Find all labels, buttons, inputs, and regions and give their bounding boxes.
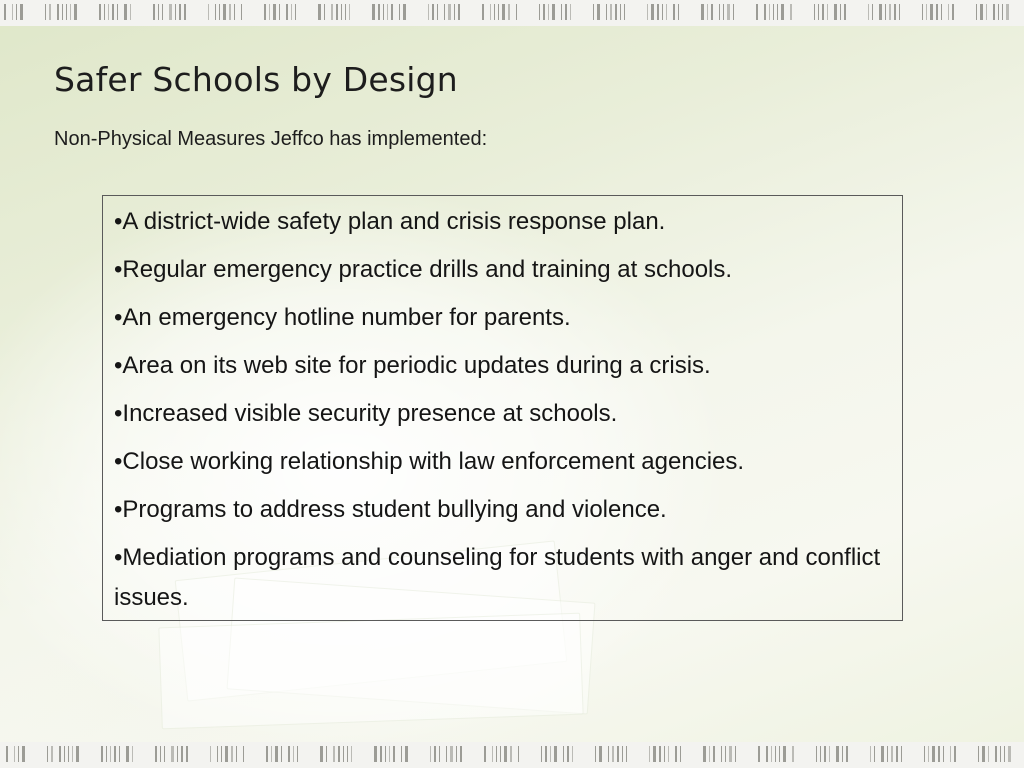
barcode-bar: [68, 746, 69, 762]
barcode-bar: [295, 4, 296, 20]
barcode-bar: [391, 4, 393, 20]
barcode-bar: [403, 4, 406, 20]
barcode-bar: [1008, 746, 1011, 762]
barcode-bar: [171, 746, 174, 762]
barcode-bar: [980, 4, 983, 20]
barcode-bar: [593, 4, 594, 20]
barcode-bar: [930, 4, 933, 20]
barcode-bar: [458, 4, 460, 20]
barcode-bar: [924, 746, 925, 762]
barcode-bar: [758, 746, 760, 762]
barcode-bar: [713, 746, 715, 762]
barcode-bar: [790, 4, 792, 20]
barcode-bar: [500, 746, 501, 762]
barcode-bar: [160, 746, 161, 762]
barcode-bar: [349, 4, 350, 20]
barcode-bar: [279, 4, 280, 20]
bullet-item: •Close working relationship with law enforcement agencies.: [114, 448, 745, 475]
barcode-bar: [764, 4, 766, 20]
barcode-bar: [709, 746, 710, 762]
bullet-item: •Increased visible security presence at schools.: [114, 400, 618, 427]
barcode-bar: [47, 746, 48, 762]
barcode-bar: [18, 746, 19, 762]
barcode-bar: [64, 746, 65, 762]
barcode-bar: [563, 746, 564, 762]
barcode-bar: [954, 746, 956, 762]
barcode-bar: [70, 4, 71, 20]
barcode-bar: [76, 746, 79, 762]
bullet-item: •Programs to address student bullying and violence.: [114, 496, 667, 523]
barcode-bar: [264, 4, 266, 20]
barcode-bar: [721, 746, 722, 762]
barcode-bar: [612, 746, 614, 762]
barcode-bar: [792, 746, 794, 762]
barcode-bar: [112, 4, 114, 20]
bullet-list: [114, 202, 892, 618]
barcode-bar: [374, 746, 377, 762]
barcode-bar: [401, 746, 402, 762]
barcode-bar: [932, 746, 935, 762]
barcode-bar: [781, 4, 784, 20]
barcode-bar: [117, 4, 118, 20]
barcode-bar: [271, 746, 272, 762]
barcode-bar: [950, 746, 951, 762]
barcode-bar: [1004, 746, 1005, 762]
barcode-bar: [516, 4, 517, 20]
barcode-bar: [657, 4, 659, 20]
barcode-bar: [101, 746, 103, 762]
barcode-bar: [126, 746, 129, 762]
barcode-bar: [1000, 746, 1001, 762]
bullet-item: •Mediation programs and counseling for students with anger and conflict issues.: [114, 544, 881, 611]
barcode-bar: [1002, 4, 1003, 20]
barcode-bar: [879, 4, 882, 20]
barcode-bar: [1006, 4, 1009, 20]
barcode-bar: [707, 4, 708, 20]
barcode-bar: [703, 746, 706, 762]
barcode-bar: [389, 746, 390, 762]
barcode-bar: [14, 746, 15, 762]
barcode-bar: [341, 4, 342, 20]
barcode-bar: [336, 4, 338, 20]
barcode-bar: [926, 4, 927, 20]
barcode-bar: [986, 4, 987, 20]
barcode-bar: [938, 746, 940, 762]
barcode-bar: [567, 746, 569, 762]
barcode-pattern-bottom: [0, 742, 1024, 768]
barcode-bar: [223, 4, 226, 20]
barcode-bar: [620, 4, 621, 20]
barcode-bar: [896, 746, 898, 762]
barcode-bar: [548, 4, 549, 20]
barcode-bar: [124, 4, 127, 20]
barcode-bar: [606, 4, 607, 20]
barcode-bar: [735, 746, 736, 762]
barcode-bar: [241, 4, 242, 20]
barcode-bar: [766, 746, 768, 762]
barcode-bar: [701, 4, 704, 20]
barcode-bar: [733, 4, 734, 20]
barcode-bar: [158, 4, 159, 20]
barcode-bar: [502, 4, 505, 20]
barcode-bar: [110, 746, 111, 762]
barcode-bar: [518, 746, 519, 762]
barcode-bar: [181, 746, 183, 762]
barcode-bar: [995, 746, 997, 762]
barcode-bar: [108, 4, 109, 20]
barcode-bar: [378, 4, 380, 20]
barcode-bar: [711, 4, 713, 20]
barcode-bar: [820, 746, 821, 762]
barcode-bar: [894, 4, 896, 20]
barcode-bar: [106, 746, 107, 762]
slide-title: Safer Schools by Design: [54, 60, 458, 99]
barcode-bar: [626, 746, 627, 762]
barcode-bar: [326, 746, 327, 762]
barcode-bar: [266, 746, 268, 762]
barcode-bar: [550, 746, 551, 762]
barcode-bar: [814, 4, 815, 20]
barcode-bar: [162, 4, 163, 20]
barcode-bar: [498, 4, 499, 20]
slide-subtitle: Non-Physical Measures Jeffco has implemented:: [54, 128, 488, 150]
barcode-bar: [836, 746, 839, 762]
barcode-bar: [719, 4, 720, 20]
bullet-item: •Regular emergency practice drills and training at schools.: [114, 256, 733, 283]
barcode-bar: [651, 4, 654, 20]
barcode-bar: [338, 746, 340, 762]
barcode-bar: [543, 4, 545, 20]
barcode-pattern-top: [0, 0, 1024, 26]
barcode-bar: [179, 4, 181, 20]
barcode-bar: [659, 746, 661, 762]
barcode-bar: [887, 746, 888, 762]
barcode-bar: [777, 4, 778, 20]
barcode-bar: [978, 746, 979, 762]
barcode-bar: [231, 746, 233, 762]
barcode-bar: [343, 746, 344, 762]
barcode-bar: [281, 746, 282, 762]
barcode-bar: [666, 4, 667, 20]
barcode-bar: [448, 4, 451, 20]
barcode-bar: [234, 4, 235, 20]
barcode-bar: [922, 4, 923, 20]
barcode-bar: [816, 746, 817, 762]
barcode-bar: [727, 4, 730, 20]
barcode-bar: [434, 746, 436, 762]
barcode-bar: [779, 746, 780, 762]
barcode-bar: [62, 4, 63, 20]
barcode-bar: [132, 746, 133, 762]
barcode-bar: [347, 746, 348, 762]
barcode-bar: [460, 746, 462, 762]
barcode-bar: [928, 746, 929, 762]
barcode-bar: [153, 4, 155, 20]
barcode-bar: [208, 4, 209, 20]
barcode-bar: [899, 4, 900, 20]
barcode-bar: [51, 746, 53, 762]
barcode-bar: [186, 746, 188, 762]
barcode-bar: [243, 746, 244, 762]
barcode-bar: [432, 4, 434, 20]
background-paper: [158, 613, 583, 730]
barcode-bar: [351, 746, 352, 762]
bullet-item: •A district-wide safety plan and crisis response plan.: [114, 208, 666, 235]
barcode-bar: [16, 4, 17, 20]
barcode-bar: [889, 4, 891, 20]
barcode-bar: [291, 4, 292, 20]
barcode-bar: [622, 746, 623, 762]
barcode-bar: [948, 4, 949, 20]
barcode-bar: [891, 746, 893, 762]
barcode-bar: [99, 4, 101, 20]
barcode-bar: [221, 746, 222, 762]
barcode-bar: [664, 746, 665, 762]
barcode-bar: [380, 746, 382, 762]
barcode-bar: [976, 4, 977, 20]
barcode-bar: [872, 4, 873, 20]
barcode-bar: [570, 4, 571, 20]
barcode-bar: [333, 746, 335, 762]
barcode-bar: [59, 746, 61, 762]
barcode-bar: [215, 4, 216, 20]
barcode-bar: [673, 4, 675, 20]
barcode-bar: [225, 746, 228, 762]
barcode-bar: [572, 746, 573, 762]
barcode-bar: [430, 746, 431, 762]
barcode-bar: [288, 746, 290, 762]
barcode-bar: [840, 4, 841, 20]
barcode-bar: [675, 746, 677, 762]
barcode-bar: [668, 746, 669, 762]
barcode-bar: [608, 746, 609, 762]
barcode-bar: [4, 4, 6, 20]
barcode-bar: [941, 4, 942, 20]
barcode-bar: [6, 746, 8, 762]
barcode-bar: [175, 4, 176, 20]
barcode-bar: [439, 746, 440, 762]
barcode-bar: [725, 746, 726, 762]
barcode-bar: [155, 746, 157, 762]
barcode-bar: [437, 4, 438, 20]
barcode-bar: [775, 746, 776, 762]
barcode-bar: [771, 746, 772, 762]
barcode-bar: [649, 746, 650, 762]
barcode-bar: [57, 4, 59, 20]
barcode-bar: [756, 4, 758, 20]
barcode-bar: [885, 4, 886, 20]
barcode-bar: [827, 4, 828, 20]
barcode-bar: [504, 746, 507, 762]
barcode-bar: [490, 4, 491, 20]
barcode-bar: [773, 4, 774, 20]
barcode-bar: [297, 746, 298, 762]
barcode-bar: [169, 4, 172, 20]
barcode-bar: [597, 4, 600, 20]
barcode-bar: [901, 746, 902, 762]
barcode-bar: [275, 746, 278, 762]
barcode-bar: [446, 746, 447, 762]
barcode-bar: [130, 4, 131, 20]
barcode-bar: [647, 4, 648, 20]
bullet-box: [102, 195, 903, 621]
barcode-bar: [450, 746, 453, 762]
barcode-bar: [870, 746, 871, 762]
barcode-bar: [653, 746, 656, 762]
barcode-bar: [615, 4, 617, 20]
barcode-bar: [844, 4, 846, 20]
barcode-bar: [66, 4, 67, 20]
barcode-bar: [822, 4, 824, 20]
barcode-bar: [988, 746, 989, 762]
barcode-bar: [846, 746, 848, 762]
barcode-bar: [723, 4, 724, 20]
barcode-bar: [936, 4, 938, 20]
barcode-bar: [868, 4, 869, 20]
barcode-bar: [184, 4, 186, 20]
barcode-bar: [783, 746, 786, 762]
barcode-bar: [484, 746, 486, 762]
barcode-bar: [45, 4, 46, 20]
barcode-bar: [114, 746, 116, 762]
barcode-bar: [217, 746, 218, 762]
barcode-bar: [72, 746, 73, 762]
barcode-bar: [428, 4, 429, 20]
barcode-bar: [565, 4, 567, 20]
barcode-bar: [269, 4, 270, 20]
barcode-bar: [982, 746, 985, 762]
barcode-bar: [320, 746, 323, 762]
barcode-bar: [617, 746, 619, 762]
barcode-bar: [399, 4, 400, 20]
barcode-bar: [678, 4, 679, 20]
barcode-bar: [952, 4, 954, 20]
barcode-bar: [164, 746, 165, 762]
barcode-bar: [561, 4, 562, 20]
barcode-bar: [624, 4, 625, 20]
barcode-bar: [49, 4, 51, 20]
barcode-bar: [20, 4, 23, 20]
barcode-bar: [12, 4, 13, 20]
barcode-bar: [510, 746, 512, 762]
barcode-bar: [405, 746, 408, 762]
barcode-bar: [541, 746, 542, 762]
bullet-item: •An emergency hotline number for parents.: [114, 304, 571, 331]
barcode-bar: [104, 4, 105, 20]
barcode-bar: [818, 4, 819, 20]
barcode-bar: [219, 4, 220, 20]
barcode-bar: [385, 746, 386, 762]
barcode-bar: [680, 746, 681, 762]
barcode-bar: [599, 746, 602, 762]
barcode-bar: [610, 4, 612, 20]
barcode-bar: [943, 746, 944, 762]
barcode-bar: [210, 746, 211, 762]
barcode-bar: [331, 4, 333, 20]
barcode-bar: [393, 746, 395, 762]
barcode-bar: [236, 746, 237, 762]
barcode-bar: [324, 4, 325, 20]
barcode-bar: [496, 746, 497, 762]
barcode-bar: [494, 4, 495, 20]
barcode-bar: [998, 4, 999, 20]
barcode-bar: [119, 746, 120, 762]
barcode-bar: [842, 746, 843, 762]
barcode-bar: [829, 746, 830, 762]
bullet-item: •Area on its web site for periodic updates during a crisis.: [114, 352, 711, 379]
barcode-bar: [286, 4, 288, 20]
barcode-bar: [769, 4, 770, 20]
barcode-bar: [662, 4, 663, 20]
bottom-decorative-band: [0, 742, 1024, 768]
barcode-bar: [273, 4, 276, 20]
barcode-bar: [545, 746, 547, 762]
top-decorative-band: [0, 0, 1024, 26]
barcode-bar: [482, 4, 484, 20]
barcode-bar: [177, 746, 178, 762]
barcode-bar: [552, 4, 555, 20]
barcode-bar: [729, 746, 732, 762]
barcode-bar: [372, 4, 375, 20]
barcode-bar: [595, 746, 596, 762]
barcode-bar: [345, 4, 346, 20]
barcode-bar: [318, 4, 321, 20]
barcode-bar: [229, 4, 231, 20]
barcode-bar: [824, 746, 826, 762]
barcode-bar: [554, 746, 557, 762]
barcode-bar: [454, 4, 455, 20]
barcode-bar: [874, 746, 875, 762]
barcode-bar: [444, 4, 445, 20]
barcode-bar: [492, 746, 493, 762]
barcode-bar: [539, 4, 540, 20]
barcode-bar: [508, 4, 510, 20]
barcode-bar: [993, 4, 995, 20]
barcode-bar: [456, 746, 457, 762]
barcode-bar: [22, 746, 25, 762]
barcode-bar: [881, 746, 884, 762]
barcode-bar: [387, 4, 388, 20]
barcode-bar: [74, 4, 77, 20]
barcode-bar: [834, 4, 837, 20]
barcode-bar: [293, 746, 294, 762]
barcode-bar: [383, 4, 384, 20]
